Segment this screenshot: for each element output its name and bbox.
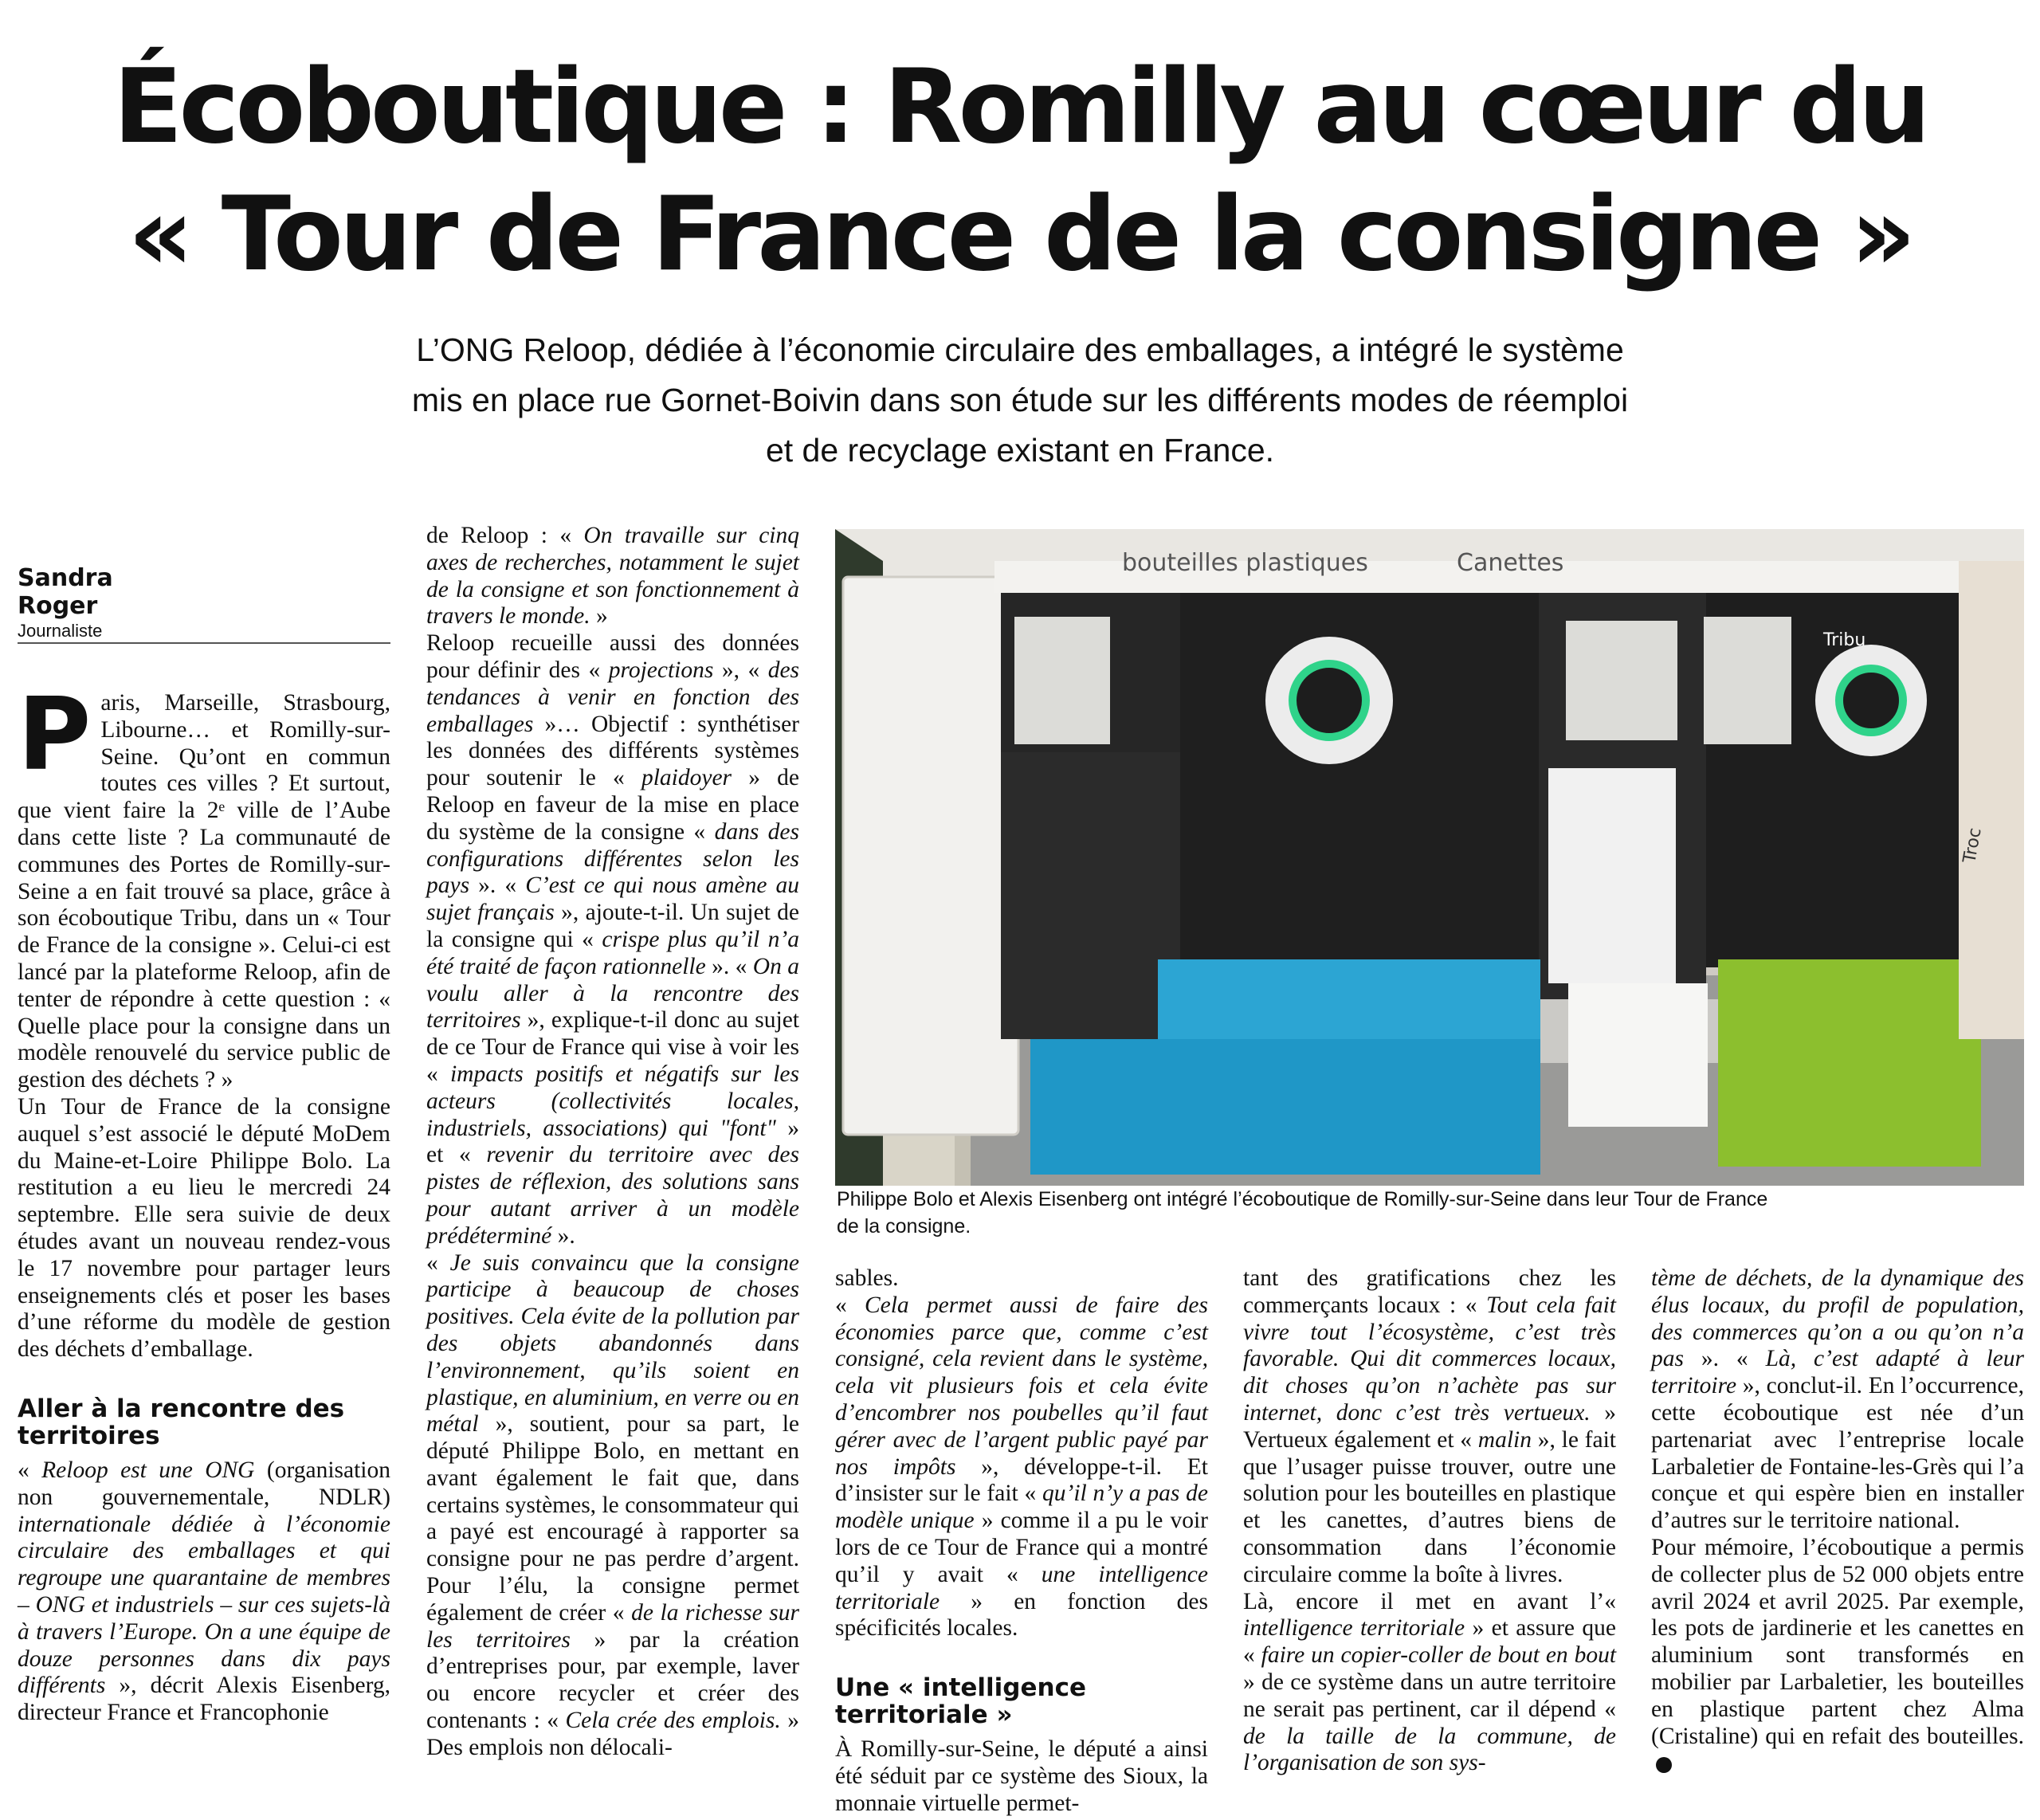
sign-bottles: bouteilles plastiques (1122, 549, 1368, 577)
headline (0, 44, 2040, 299)
paragraph: Pour mémoire, l’écoboutique a permis de collecter plus de 52 000 objets entre avril 2024 et avril 2025. Par exemple, les pots de jardinerie et les canettes en aluminium sont transformés en mobilier par Larbaletier, les bouteilles en plastique partent chez Alma (Cristaline) qui en refait des bouteilles. (1651, 1535, 2024, 1777)
paragraph: de Reloop : « On travaille sur cinq axes de recherches, notamment le sujet de la consigne et son fonctionnement à travers le monde. » (426, 523, 799, 630)
paragraph: tème de déchets, de la dynamique des élus locaux, du profil de population, des commerces qu’on a ou qu’on n’a pas ». « Là, c’est adapté à leur territoire », conclut-il. En l’occurrence, cette écoboutique est née d’un partenariat avec l’entreprise locale Larbaletier de Fontaine-les-Grès qui l’a conçue et qui espère bien en installer d’autres sur le territoire national. (1651, 1265, 2025, 1534)
paragraph: tant des gratifications chez les commerçants locaux : « Tout cela fait vivre tout l’écosystème, c’est très favorable. Qui dit commerces locaux, dit choses qu’on n’achète pas sur internet, donc c’est très vertueux. » Vertueux également et « malin », le fait que l’usager puisse trouver, outre une solution pour les bouteilles en plastique et les canettes, d’autres biens de consommation dans l’économie circulaire comme la boîte à livres. (1243, 1265, 1617, 1587)
article-column-5 (1651, 1265, 2024, 1777)
paragraph: « Reloop est une ONG (organisation non gouvernementale, NDLR) internationale dédiée à l’économie circulaire des emballages et qui regroupe une quarantaine de membres – ONG et industriels – sur ces sujets-là à travers l’Europe. On a une équipe de douze personnes dans dix pays différents », décrit Alexis Eisenberg, directeur France et Francophonie (18, 1457, 391, 1726)
article-photo (835, 529, 2024, 1186)
byline-last-name: Roger (18, 592, 98, 620)
subheading: Aller à la rencontre des territoires (18, 1394, 345, 1450)
drop-cap: P (18, 676, 92, 793)
article-column-1 (18, 564, 390, 1727)
standfirst-line-1: L’ONG Reloop, dédiée à l’économie circulaire des emballages, a intégré le système (416, 331, 1624, 368)
headline-line-2: « Tour de France de la consigne » (128, 175, 1912, 294)
paragraph: Un Tour de France de la consigne auquel s’est associé le député MoDem du Maine-et-Loire Philippe Bolo. La restitution a eu lieu le mercredi 24 septembre. Elle sera suivie de deux études avant un nouveau rendez-vous le 17 novembre pour partager leurs enseignements clés et poser les bases d’une réforme du modèle de gestion des déchets d’emballage. (18, 1093, 390, 1363)
paragraph: À Romilly-sur-Seine, le député a ainsi été séduit par ce système des Sioux, la monnaie virtuelle permet- (835, 1736, 1208, 1816)
standfirst (239, 325, 1801, 476)
photo-caption: Philippe Bolo et Alexis Eisenberg ont intégré l’écoboutique de Romilly-sur-Seine dans leur Tour de France de la consigne. (837, 1188, 1768, 1238)
subheading: Une « intelligence territoriale » (835, 1673, 1086, 1730)
paragraph: « Cela permet aussi de faire des économies parce que, comme c’est consigné, cela revient dans le système, cela vit plusieurs fois et cela évite d’encombrer nos poubelles qu’il faut gérer avec de l’argent public payé par nos impôts », développe-t-il. Et d’insister sur le fait « qu’il n’y a pas de modèle unique » comme il a pu le voir lors de ce Tour de France qui a montré qu’il y avait « une intelligence territoriale » en fonction des spécificités locales. (835, 1292, 1209, 1642)
standfirst-line-2: mis en place rue Gornet-Boivin dans son étude sur les différents modes de réemploi (411, 382, 1629, 418)
end-mark (1656, 1757, 1672, 1773)
headline-line-1: Écoboutique : Romilly au cœur du (113, 48, 1927, 167)
article-column-2 (426, 523, 799, 1762)
article-column-4 (1243, 1265, 1616, 1777)
recycling-machines-illustration (835, 529, 2024, 1186)
paragraph: Là, encore il met en avant l’« intelligence territoriale » et assure que « faire un copier-coller de bout en bout » de ce système dans un autre territoire ne serait pas pertinent, car il dépend « de la taille de la commune, de l’organisation de son sys- (1243, 1588, 1617, 1776)
paragraph: « Je suis convaincu que la consigne participe à beaucoup de choses positives. Cela évite de la pollution par des objets abandonnés dans l’environnement, qu’ils soient en plastique, en aluminium, en verre ou en métal », soutient, pour sa part, le député Philippe Bolo, en mettant en avant également le fait que, dans certains systèmes, le consommateur qui a payé est encouragé à rapporter sa consigne pour ne pas perdre d’argent. Pour l’élu, la consigne permet également de créer « de la richesse sur les territoires » par la création d’entreprises pour, par exemple, laver ou encore recycler et créer des contenants : « Cela crée des emplois. » Des emplois non délocali- (426, 1249, 799, 1760)
article-column-3 (835, 1265, 1208, 1818)
paragraph: sables. (835, 1265, 899, 1291)
sign-cans: Canettes (1457, 549, 1564, 577)
byline-divider (18, 642, 390, 644)
paragraph: Reloop recueille aussi des données pour définir des « projections », « des tendances à venir en fonction des emballages »… Objectif : synthétiser les données des différents systèmes pour soutenir le « plaidoyer » de Reloop en faveur de la mise en place du système de la consigne « dans des configurations différentes selon les pays ». « C’est ce qui nous amène au sujet français », ajoute-t-il. Un sujet de la consigne qui « crispe plus qu’il n’a été traité de façon rationnelle ». « On a voulu aller à la rencontre des territoires », explique-t-il donc au sujet de ce Tour de France qui vise à voir les « impacts positifs et négatifs sur les acteurs (collectivités locales, industriels, associations) qui "font" » et « revenir du territoire avec des pistes de réflexion, des solutions sans pour autant arriver à un modèle prédéterminé ». (426, 630, 800, 1249)
standfirst-line-3: et de recyclage existant en France. (765, 432, 1275, 469)
byline-role: Journaliste (18, 621, 103, 641)
byline-first-name: Sandra (18, 564, 113, 592)
paragraph: Paris, Marseille, Strasbourg, Libourne… et Romilly-sur-Seine. Qu’ont en commun toutes ces villes ? Et surtout, que vient faire la 2ᵉ ville de l’Aube dans cette liste ? La communauté de communes des Portes de Romilly-sur-Seine a en fait trouvé sa place, grâce à son écoboutique Tribu, dans un « Tour de France de la consigne ». Celui-ci est lancé par la plateforme Reloop, afin de tenter de répondre à cette question : « Quelle place pour la consigne dans un modèle renouvelé du service public de gestion des déchets ? » (18, 676, 390, 1093)
brand-label: Tribu (1823, 630, 1866, 650)
troc-sign: Troc (1960, 826, 1986, 865)
